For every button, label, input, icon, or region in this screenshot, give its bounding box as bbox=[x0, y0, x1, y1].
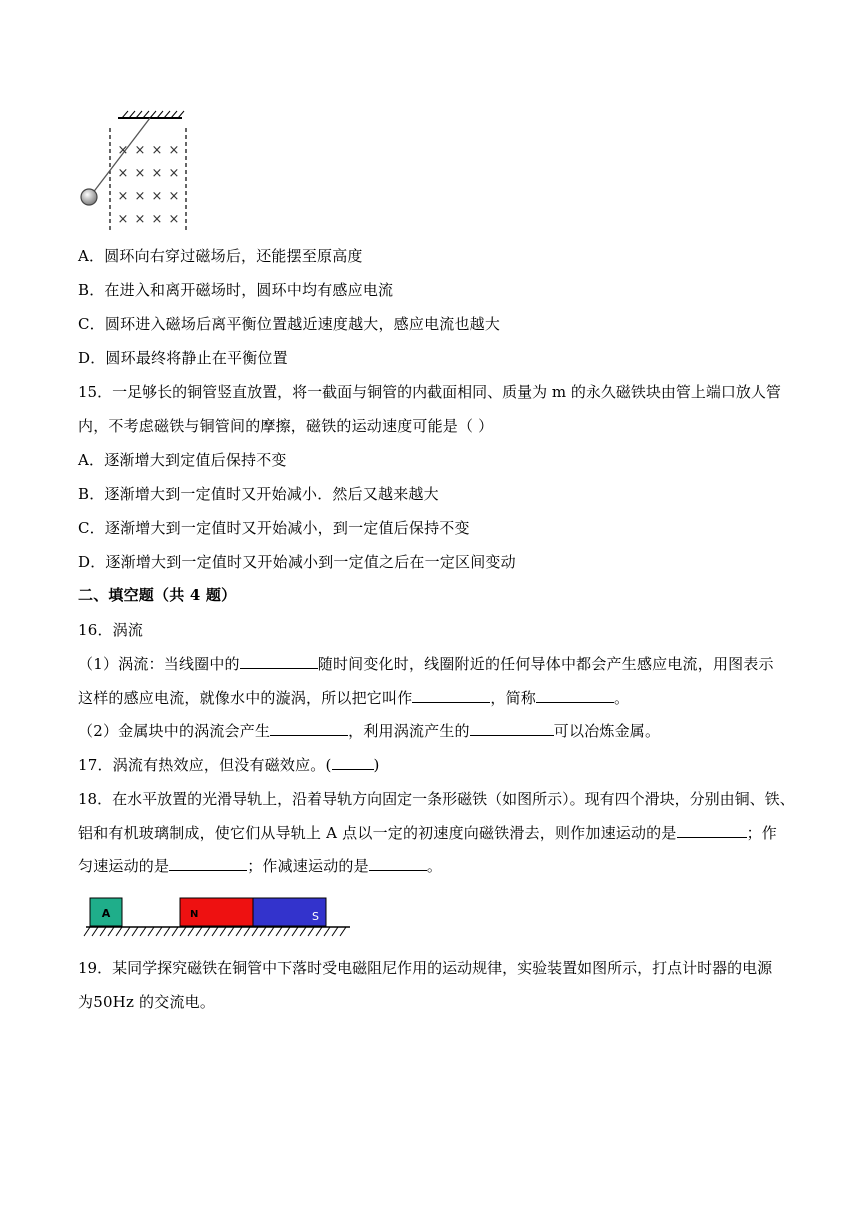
rail-magnet-figure bbox=[84, 896, 354, 942]
q14-option-d: D．圆环最终将静止在平衡位置 bbox=[78, 349, 288, 367]
q16-p2-text-b: ，简称 bbox=[490, 689, 537, 707]
magnetic-field-crosses bbox=[118, 143, 180, 227]
field-cross: × bbox=[117, 166, 129, 181]
q15-option-a: A．逐渐增大到定值后保持不变 bbox=[78, 451, 287, 469]
q16-p3-text-c: 可以冶炼金属。 bbox=[553, 722, 661, 740]
answer-blank[interactable] bbox=[270, 721, 348, 736]
metal-ring-ball bbox=[81, 189, 97, 205]
south-pole-label: S bbox=[312, 910, 319, 923]
answer-blank[interactable] bbox=[369, 856, 427, 871]
field-cross: × bbox=[151, 166, 163, 181]
field-cross: × bbox=[151, 189, 163, 204]
answer-blank[interactable] bbox=[470, 721, 554, 736]
field-cross: × bbox=[134, 212, 146, 227]
q18-line3-text-b: ；作减速运动的是 bbox=[247, 857, 369, 875]
q17-statement bbox=[78, 755, 380, 775]
answer-blank[interactable] bbox=[677, 823, 747, 838]
q16-p3-text-b: ，利用涡流产生的 bbox=[348, 722, 470, 740]
q19-line1: 19．某同学探究磁铁在铜管中下落时受电磁阻尼作用的运动规律，实验装置如图所示，打点计时器的电源 bbox=[78, 959, 773, 977]
q16-title: 16．涡流 bbox=[78, 621, 144, 639]
field-cross: × bbox=[151, 143, 163, 158]
q16-paragraph-2 bbox=[78, 688, 629, 708]
q15-stem-line2: 内，不考虑磁铁与铜管间的摩擦，磁铁的运动速度可能是（ ） bbox=[78, 417, 494, 435]
q16-paragraph-1 bbox=[78, 654, 774, 674]
answer-blank[interactable] bbox=[536, 688, 614, 703]
q18-line3-text-a: 匀速运动的是 bbox=[78, 857, 170, 875]
answer-blank[interactable] bbox=[412, 688, 490, 703]
q19-line2: 为50Hz 的交流电。 bbox=[78, 993, 216, 1011]
field-cross: × bbox=[117, 189, 129, 204]
answer-blank[interactable] bbox=[169, 856, 247, 871]
q18-line2-text-b: ；作 bbox=[746, 824, 777, 842]
field-cross: × bbox=[168, 189, 180, 204]
field-cross: × bbox=[151, 212, 163, 227]
q15-option-c: C．逐渐增大到一定值时又开始减小，到一定值后保持不变 bbox=[78, 519, 470, 537]
q18-line3 bbox=[78, 856, 442, 876]
section-heading: 二、填空题（共 4 题） bbox=[78, 586, 237, 604]
q16-p2-text-a: 这样的感应电流，就像水中的漩涡，所以把它叫作 bbox=[78, 689, 413, 707]
field-cross: × bbox=[134, 143, 146, 158]
q18-line1: 18．在水平放置的光滑导轨上，沿着导轨方向固定一条形磁铁（如图所示）。现有四个滑块，分别由铜、铁、 bbox=[78, 790, 795, 808]
q16-p3-text-a: （2）金属块中的涡流会产生 bbox=[78, 722, 271, 740]
q16-paragraph-3 bbox=[78, 721, 660, 741]
answer-blank[interactable] bbox=[240, 654, 318, 669]
north-pole-label: N bbox=[190, 909, 199, 920]
q16-p2-text-c: 。 bbox=[614, 689, 630, 707]
q17-text-a: 17．涡流有热效应，但没有磁效应。( bbox=[78, 756, 332, 774]
q18-line3-text-c: 。 bbox=[426, 857, 443, 875]
answer-blank[interactable] bbox=[332, 755, 374, 770]
slider-block-label: A bbox=[101, 907, 111, 920]
field-cross: × bbox=[117, 143, 129, 158]
rail-hatching bbox=[84, 927, 346, 936]
field-cross: × bbox=[168, 143, 180, 158]
q16-p1-text-b: 随时间变化时，线圈附近的任何导体中都会产生感应电流，用图表示 bbox=[317, 655, 774, 673]
q16-p1-text-a: （1）涡流：当线圈中的 bbox=[78, 655, 240, 673]
q18-line2 bbox=[78, 823, 777, 843]
q15-option-d: D．逐渐增大到一定值时又开始减小到一定值之后在一定区间变动 bbox=[78, 553, 516, 571]
q15-option-b: B．逐渐增大到一定值时又开始减小．然后又越来越大 bbox=[78, 485, 439, 503]
field-cross: × bbox=[117, 212, 129, 227]
field-cross: × bbox=[134, 166, 146, 181]
q17-text-b: ) bbox=[373, 756, 380, 774]
q18-line2-text-a: 铝和有机玻璃制成，使它们从导轨上 A 点以一定的初速度向磁铁滑去，则作加速运动的是 bbox=[78, 824, 677, 842]
field-cross: × bbox=[168, 166, 180, 181]
field-cross: × bbox=[134, 189, 146, 204]
q14-option-c: C．圆环进入磁场后离平衡位置越近速度越大，感应电流也越大 bbox=[78, 315, 501, 333]
q14-option-b: B．在进入和离开磁场时，圆环中均有感应电流 bbox=[78, 281, 394, 299]
field-cross: × bbox=[168, 212, 180, 227]
q14-option-a: A．圆环向右穿过磁场后，还能摆至原高度 bbox=[78, 247, 363, 265]
q15-stem-line1: 15．一足够长的铜管竖直放置，将一截面与铜管的内截面相同、质量为 m 的永久磁铁块由管上端口放人管 bbox=[78, 383, 781, 401]
pendulum-field-figure bbox=[78, 108, 198, 232]
